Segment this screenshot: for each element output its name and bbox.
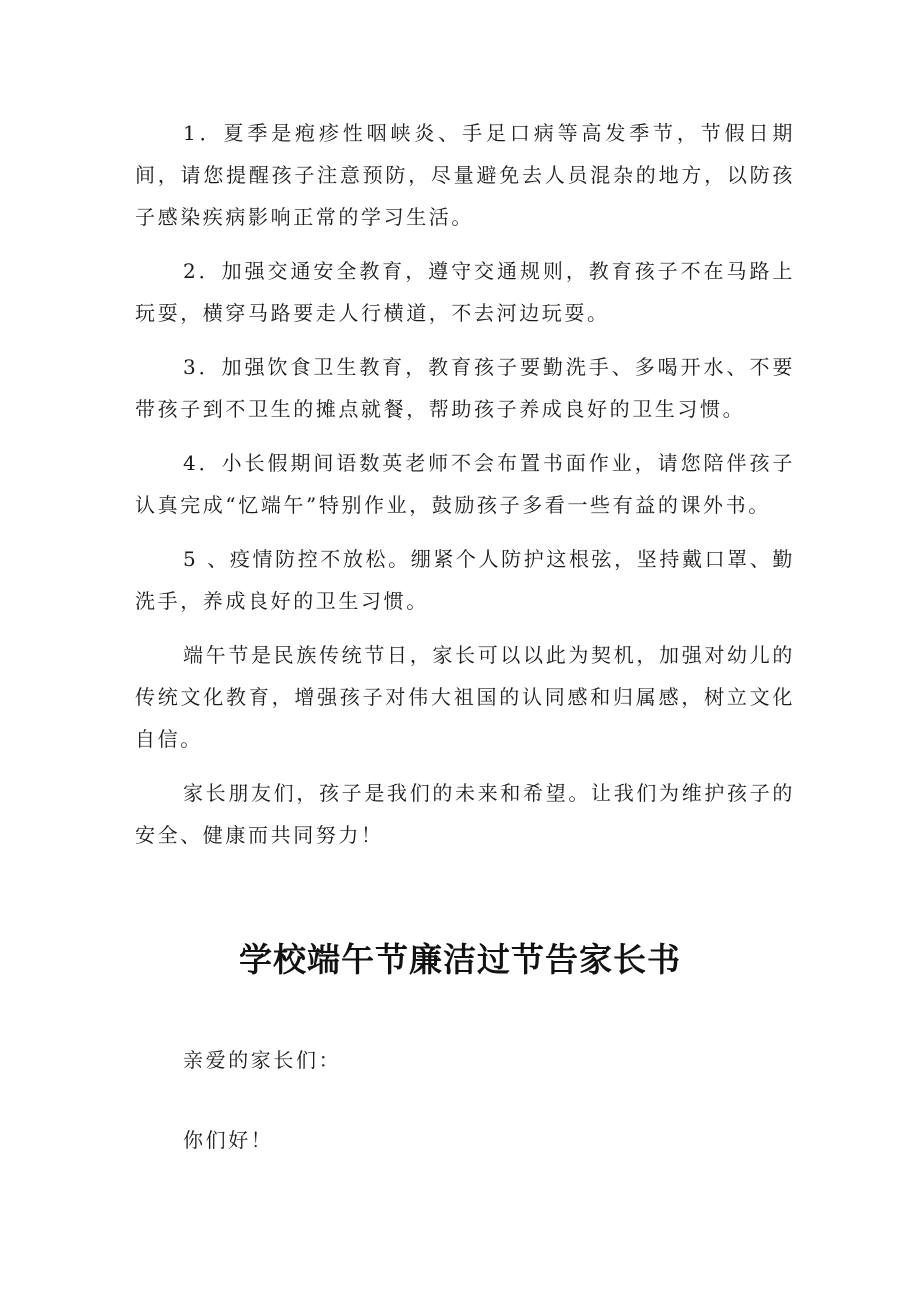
- paragraph-closing: 家长朋友们，孩子是我们的未来和希望。让我们为维护孩子的安全、健康而共同努力！: [135, 781, 795, 847]
- salutation: 亲爱的家长们：: [183, 1048, 342, 1072]
- greeting: 你们好！: [183, 1128, 274, 1152]
- paragraph-tip-1: 1．夏季是疱疹性咽峡炎、手足口病等高发季节，节假日期间，请您提醒孩子注意预防，尽量避免去人员混杂的地方，以防孩子感染疾病影响正常的学习生活。: [135, 121, 795, 229]
- body-text: [135, 112, 795, 868]
- paragraph-tip-3: 3．加强饮食卫生教育，教育孩子要勤洗手、多喝开水、不要带孩子到不卫生的摊点就餐，帮助孩子养成良好的卫生习惯。: [135, 355, 795, 421]
- paragraph-tip-5: 5 、疫情防控不放松。绷紧个人防护这根弦，坚持戴口罩、勤洗手，养成良好的卫生习惯。: [135, 547, 795, 613]
- paragraph-tip-2: 2．加强交通安全教育，遵守交通规则，教育孩子不在马路上玩耍，横穿马路要走人行横道，不去河边玩耍。: [135, 259, 795, 325]
- paragraph-culture: 端午节是民族传统节日，家长可以以此为契机，加强对幼儿的传统文化教育，增强孩子对伟大祖国的认同感和归属感，树立文化自信。: [135, 643, 795, 751]
- paragraph-tip-4: 4．小长假期间语数英老师不会布置书面作业，请您陪伴孩子认真完成“忆端午”特别作业，鼓励孩子多看一些有益的课外书。: [135, 451, 795, 517]
- document-title: 学校端午节廉洁过节告家长书: [239, 940, 681, 979]
